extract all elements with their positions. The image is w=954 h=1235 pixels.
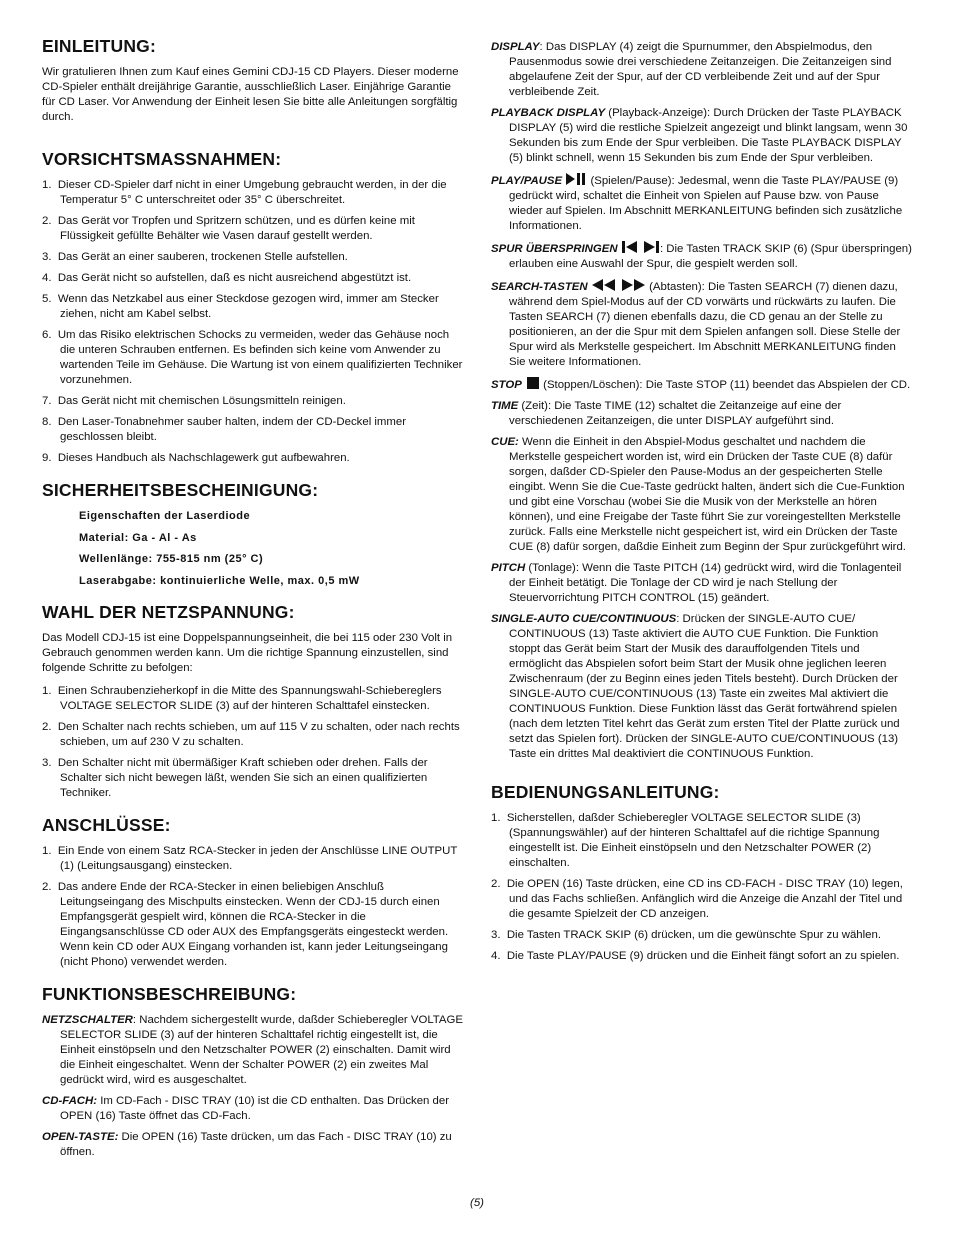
heading-netzspannung: WAHL DER NETZSPANNUNG: (42, 601, 295, 622)
search-back-icon (591, 278, 617, 292)
list-item: 6. Um das Risiko elektrischen Schocks zu vermeiden, weder das Gehäuse noch die unteren Schrauben entfernen. Es befinden sich keine vom Anwender zu wartenden Teile im Gehäuse. Die Wartung ist von einem qualifizierten Techniker vorzunehmen. (42, 329, 463, 386)
laser-spec: Laserabgabe: kontinuierliche Welle, max. 0,5 mW (79, 574, 360, 587)
term-text: : Die Tasten TRACK SKIP (6) (Spur überspringen) erlauben eine Auswahl der Spur, die gespielt werden soll. (509, 243, 912, 270)
list-item: 7. Das Gerät nicht mit chemischen Lösungsmitteln reinigen. (42, 395, 346, 407)
term-netzschalter (42, 1013, 463, 1088)
list-item: 3. Den Schalter nicht mit übermäßiger Kraft schieben oder drehen. Falls der Schalter sich nicht bewegen läßt, wenden Sie sich an einen qualifizierten Techniker. (42, 756, 428, 799)
list-item: 4. Die Taste PLAY/PAUSE (9) drücken und die Einheit fängt sofort an zu spielen. (491, 950, 900, 962)
list-item: 5. Wenn das Netzkabel aus einer Steckdose gezogen wird, immer am Stecker ziehen, nicht am Kabel selbst. (42, 293, 439, 320)
anschluesse-list (42, 844, 463, 970)
term-key: DISPLAY (491, 41, 540, 53)
list-item: 9. Dieses Handbuch als Nachschlagewerk gut aufbewahren. (42, 452, 350, 464)
heading-bedienung: BEDIENUNGSANLEITUNG: (491, 782, 720, 802)
term-text: Wenn die Einheit in den Abspiel-Modus geschaltet und nachdem die Merkstelle gespeichert worden ist, wird ein Drücken der Taste CUE (8) dafür sorgen, daßder CD-Spieler den Pause-Modus an der gespeicherten Stelle eingibt. Wenn Sie die Cue-Taste gedrückt halten, ändert sich die Cue-Funktion und gibt eine Vorschau (wobei Sie die Musik von der Merkstelle an hören können), und eine Freigabe der Taste führt Sie zur voreingestellten Merkstelle zurück. Falls eine Merkstelle nicht gespeichert ist, wird ein Drücken der Taste CUE (8) dafür sorgen, daßdie Einheit zum Beginn der Spur zurückgeführt wird. (509, 436, 906, 553)
term-key: CD-FACH: (42, 1094, 98, 1107)
term-text: (Playback-Anzeige): Durch Drücken der Taste PLAYBACK DISPLAY (5) wird die restliche Spielzeit angezeigt und blinkt langsam, wenn 30 Sekunden bis zum Ende der Spur verbleiben. Die Taste PLAYBACK DISPLAY (5) blinkt schnell, wenn 15 Sekunden bis zum Ende der Spur verbleiben. (509, 107, 908, 164)
term-playback-display (491, 106, 912, 166)
heading-einleitung: EINLEITUNG: (42, 36, 157, 56)
list-item: 3. Die Tasten TRACK SKIP (6) drücken, um die gewünschte Spur zu wählen. (491, 929, 882, 941)
heading-funktion: FUNKTIONSBESCHREIBUNG: (42, 983, 297, 1004)
term-key: STOP (491, 379, 522, 391)
term-text: : Nachdem sichergestellt wurde, daßder Schieberegler VOLTAGE SELECTOR SLIDE (3) auf der hinteren Schalttafel richtig eingestellt ist, die Einheit einstöpseln und den Netzschalter POWER (2) einschalten. Damit wird die Einheit eingeschaltet. Wenn der Schalter POWER (2) ein zweites Mal gedrückt wird, wird es ausgeschaltet. (60, 1013, 463, 1086)
term-key: TIME (491, 400, 519, 412)
list-item: 2. Die OPEN (16) Taste drücken, eine CD ins CD-FACH - DISC TRAY (10) legen, und das Fachs schließen. Anfänglich wird die Anzeige die Anzahl der Titel und die gesamte Spielzeit der CD anzeigen. (491, 878, 903, 920)
list-item: 1. Sicherstellen, daßder Schieberegler VOLTAGE SELECTOR SLIDE (3) (Spannungswähler) auf der hinteren Schalttafel auf die richtige Spannung eingestellt ist. Die Einheit einstöpseln und den Netzschalter POWER (2) einschalten. (491, 812, 880, 869)
term-key: NETZSCHALTER (42, 1013, 133, 1026)
term-text: (Stoppen/Löschen): Die Taste STOP (11) beendet das Abspielen der CD. (539, 379, 911, 391)
term-text: Im CD-Fach - DISC TRAY (10) ist die CD enthalten. Das Drücken der OPEN (16) Taste öffnet das CD-Fach. (60, 1094, 450, 1122)
list-item: 8. Den Laser-Tonabnehmer sauber halten, indem der CD-Deckel immer geschlossen bleibt. (42, 416, 407, 443)
heading-sicherheit: SICHERHEITSBESCHEINIGUNG: (42, 480, 319, 500)
list-item: 2. Den Schalter nach rechts schieben, um auf 115 V zu schalten, oder nach rechts schieben, um auf 230 V zu schalten. (42, 720, 460, 748)
list-item: 2. Das Gerät vor Tropfen und Spritzern schützen, und es dürfen keine mit Flüssigkeit gefüllte Behälter wie Vasen darauf gestellt werden. (42, 215, 415, 242)
netzspannung-list (42, 684, 463, 801)
term-text: (Zeit): Die Taste TIME (12) schaltet die Zeitanzeige auf eine der verschiedenen Zeitanzeigen, die unter DISPLAY aufgeführt sind. (509, 400, 842, 427)
bedienung-list (491, 811, 912, 964)
term-key: OPEN-TASTE: (42, 1130, 119, 1143)
term-key: SPUR ÜBERSPRINGEN (491, 243, 618, 255)
term-key: PLAYBACK DISPLAY (491, 107, 606, 119)
list-item: 2. Das andere Ende der RCA-Stecker in einen beliebigen Anschluß Leitungseingang des Mischpults einstecken. Wenn der CDJ-15 durch einen Empfangsgerät gespielt wird, können die RCA-Stecker in die Eingangsanschlüsse CD oder AUX des Empfangsgeräts eingesteckt werden. Wenn kein CD oder AUX Eingang vorhanden ist, kann jeder Leitungseingang (nicht Phono) verwendet werden. (42, 880, 449, 968)
term-text: : Drücken der SINGLE-AUTO CUE/ CONTINUOUS (13) Taste aktiviert die AUTO CUE Funktion. Die Funktion stoppt das Gerät beim Start der Musik des darauffolgenden Titels und ermöglicht das Abspielen sofort beim Start der Musik ohne jeglichen leeren Zwischenraum (der zu Beginn eines jeden Titels besteht). Durch Drücken der SINGLE-AUTO CUE/CONTINUOUS (13) Taste ein zweites Mal aktiviert die CONTINUOUS Funktion. Diese Funktion lässt das Gerät fortwährend spielen (nach dem letzten Titel kehrt das Gerät zum ersten Titel der Platte zurück und setzt das Spielen fort). Drücken der SINGLE-AUTO CUE/CONTINUOUS (13) Taste ein drittes Mal deaktiviert die CONTINUOUS Funktion. (509, 613, 900, 760)
term-text: Die OPEN (16) Taste drücken, um das Fach - DISC TRAY (10) zu öffnen. (60, 1130, 452, 1158)
term-pitch (491, 561, 912, 606)
term-text: (Tonlage): Wenn die Taste PITCH (14) gedrückt wird, wird die Tonlagenteil der Einheit betätigt. Die Tonlage der CD wird je nach Stellung der Steuervorrichtung PITCH CONTROL (15) geändert. (509, 562, 902, 604)
list-item: 4. Das Gerät nicht so aufstellen, daß es nicht ausreichend abgestützt ist. (42, 272, 412, 284)
term-text: : Das DISPLAY (4) zeigt die Spurnummer, den Abspielmodus, den Pausenmodus sowie drei verschiedene Zeitanzeigen. Die Zeitanzeigen sind abgelaufene Zeit der Spur, auf der CD verbleibende Zeit und auf der Spur verbleibende Zeit. (509, 41, 892, 98)
term-text: (Abtasten): Die Tasten SEARCH (7) dienen dazu, während dem Spiel-Modus auf der CD vorwärts und rückwärts zu laufen. Die Tasten SEARCH (7) dienen ebenfalls dazu, die CD genau an der Stelle zu positionieren, an der die Spur mit dem Spielen anfangen soll. Diese Stelle der Spur wird als Merkstelle gespeichert. Im Abschnitt MERKANLEITUNG finden Sie weitere Informationen. (509, 281, 901, 368)
track-skip-back-icon (621, 240, 639, 254)
netzspannung-text: Das Modell CDJ-15 ist eine Doppelspannungseinheit, die bei 115 oder 230 Volt in Gebrauch genommen werden kann. Um die richtige Spannung einzustellen, sind folgende Schritte zu befolgen: (42, 631, 453, 674)
list-item: 1. Ein Ende von einem Satz RCA-Stecker in jeden der Anschlüsse LINE OUTPUT (1) (Leitungsausgang) einstecken. (42, 844, 458, 872)
track-skip-forward-icon (642, 240, 660, 254)
laser-spec: Material: Ga - Al - As (79, 531, 197, 544)
list-item: 1. Dieser CD-Spieler darf nicht in einer Umgebung gebraucht werden, in der die Temperatur 5° C unterschreitet oder 35° C überschreitet. (42, 179, 447, 206)
term-cd-fach (42, 1094, 463, 1124)
term-key: SEARCH-TASTEN (491, 281, 588, 293)
play-pause-icon (565, 172, 587, 186)
term-play-pause (491, 172, 912, 234)
vorsicht-list (42, 178, 463, 466)
term-stop (491, 376, 912, 393)
laser-spec: Wellenlänge: 755-815 nm (25° C) (79, 553, 264, 565)
term-time (491, 399, 912, 429)
list-item: 3. Das Gerät an einer sauberen, trockenen Stelle aufstellen. (42, 251, 348, 263)
term-search-tasten (491, 278, 912, 370)
term-key: PLAY/PAUSE (491, 175, 563, 187)
page-number: (5) (470, 1197, 484, 1209)
term-text: (Spielen/Pause): Jedesmal, wenn die Taste PLAY/PAUSE (9) gedrückt wird, schaltet die Einheit von Spielen auf Pause bzw. von Pause wieder auf Spielen. Im Abschnitt MERKANLEITUNG befinden sich zusätzliche Informationen. (509, 175, 903, 232)
heading-vorsicht: VORSICHTSMASSNAHMEN: (42, 149, 282, 169)
stop-icon (525, 376, 540, 390)
laser-spec: Eigenschaften der Laserdiode (79, 510, 251, 522)
term-display (491, 40, 912, 100)
list-item: 1. Einen Schraubenzieherkopf in die Mitte des Spannungswahl-Schiebereglers VOLTAGE SELECTOR SLIDE (3) auf der hinteren Schalttafel einstecken. (42, 684, 442, 712)
einleitung-text: Wir gratulieren Ihnen zum Kauf eines Gemini CDJ-15 CD Players. Dieser moderne CD-Spieler enthält dreijährige Garantie, ausschließlich Laser. Einjährige Garantie für CD Laser. Vor Anwendung der Einheit lesen Sie bitte alle Anleitungen sorgfältig durch. (42, 66, 459, 123)
heading-anschluesse: ANSCHLÜSSE: (42, 814, 171, 835)
left-column (42, 36, 463, 1166)
term-key: CUE: (491, 436, 519, 448)
term-key: SINGLE-AUTO CUE/CONTINUOUS (491, 613, 677, 625)
search-forward-icon (620, 278, 646, 292)
term-spur-ueberspringen (491, 240, 912, 272)
term-single-auto-cue (491, 612, 912, 762)
term-cue (491, 435, 912, 555)
term-key: PITCH (491, 562, 526, 574)
right-column (491, 40, 912, 970)
term-open-taste (42, 1130, 463, 1160)
